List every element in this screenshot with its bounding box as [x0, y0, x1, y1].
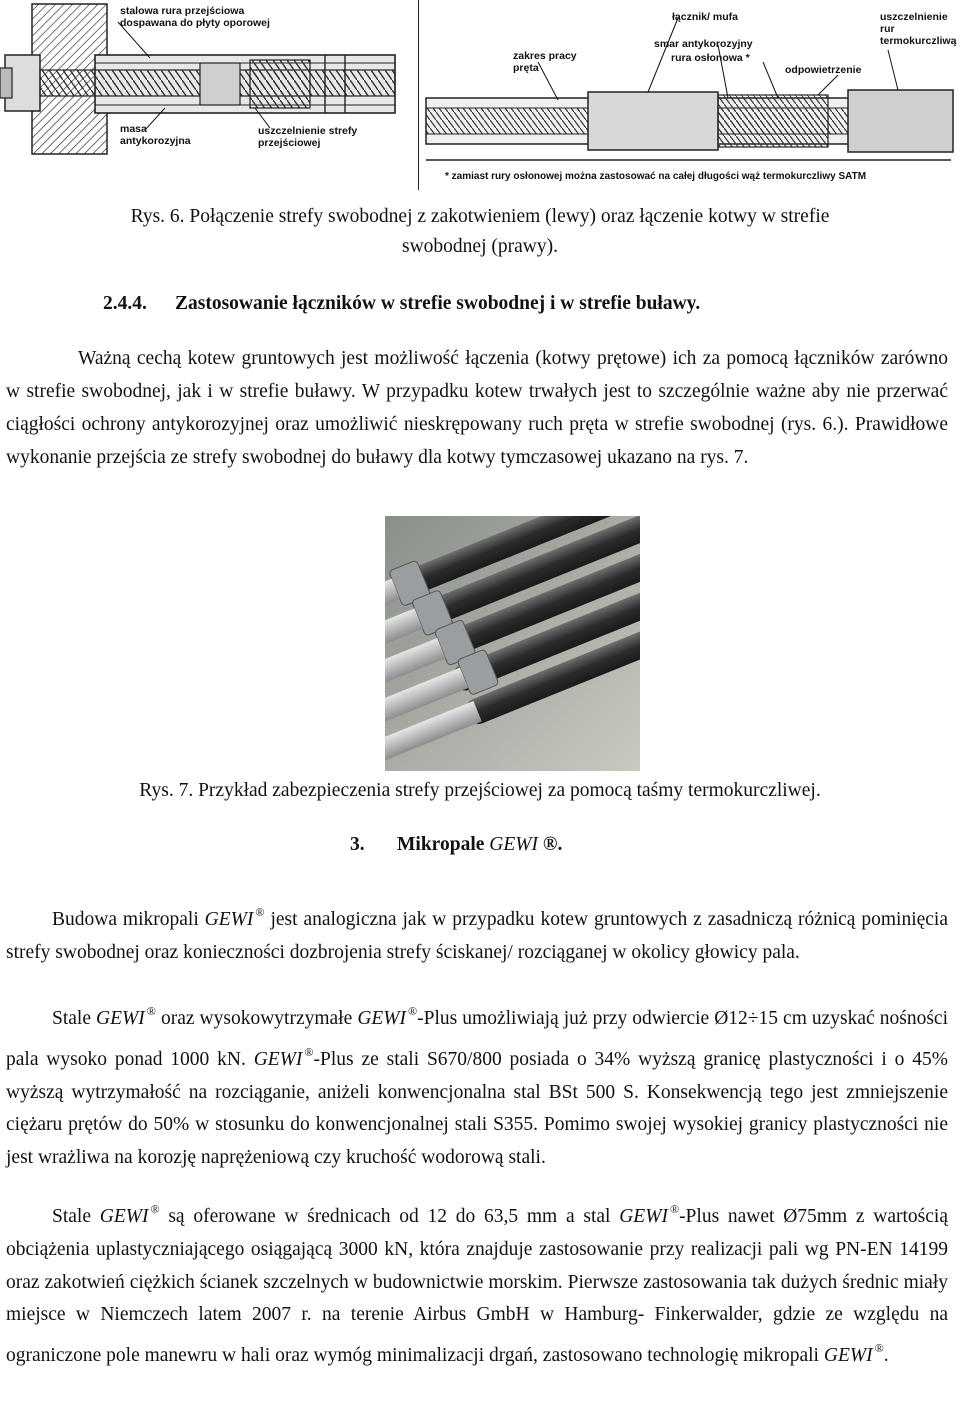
heatshrink-strands-photo: [385, 516, 640, 771]
section-244-paragraph: Ważną cechą kotew gruntowych jest możliwość łączenia (kotwy prętowe) ich za pomocą łączników zarówno w strefie swobodnej, jak i w strefie buławy. W przypadku kotew trwałych jest to szczególnie ważne aby nie przerwać ciągłości ochrony antykorozyjnej oraz umożliwić nieskrępowany ruch pręta w strefie swobodnej (rys. 6.). Prawidłowe wykonanie przejścia ze strefy swobodnej do buławy dla kotwy tymczasowej ukazano na rys. 7.: [6, 348, 948, 468]
label-heatshrink-seal: uszczelnienie rur termokurczliwą: [880, 11, 957, 47]
section-3-title-line: [397, 834, 562, 856]
body-paragraph-1: [6, 896, 948, 970]
p3-part-d: .: [883, 1345, 889, 1367]
p2-part-b: oraz wysokowytrzymałe: [155, 1008, 358, 1029]
label-venting: odpowietrzenie: [785, 64, 862, 76]
p2-brand-3: GEWI: [253, 1048, 303, 1070]
p3-part-b: są oferowane w średnicach od 12 do 63,5 mm a stal: [159, 1206, 620, 1227]
figure6-footnote: * zamiast rury osłonowej można zastosować na całej długości wąż termokurczliwy SATM: [445, 171, 867, 182]
section-3-brand: GEWI: [489, 834, 538, 855]
p3-reg-1: ®: [150, 1202, 160, 1216]
p3-part-c: -Plus nawet Ø75mm z wartością obciążenia uplastyczniającego osiągającą 3000 kN, która znajduje zastosowanie przy realizacji pali wg PN-EN 14199 oraz zakotwień ciężkich ścianek szczelnych w budownictwie morskim. Pierwsze zastosowania tak dużych średnic miały miejsce w Niemczech latem 2007 r. na terenie Airbus GmbH w Hamburg- Finkerwalder, gdzie ze względu na ograniczone pole manewru w hali oraz wymóg minimalizacji drgań, zastosowano technologię mikropali: [6, 1206, 948, 1367]
figure7-caption: Rys. 7. Przykład zabezpieczenia strefy przejściowej za pomocą taśmy termokurczliwej.: [139, 780, 821, 801]
p2-part-c: -Plus umożliwiają już przy odwiercie Ø12÷15 cm uzyskać nośności pala wysoko ponad 1000 kN.: [6, 1008, 948, 1070]
section-244-number: 2.4.4.: [103, 293, 147, 314]
body-paragraph-3: [6, 1193, 948, 1373]
label-anticorrosion-mass: masa antykorozyjna: [120, 123, 191, 147]
p1-brand: GEWI: [204, 909, 254, 930]
section-3-title: Mikropale: [397, 834, 485, 855]
p2-reg-2: ®: [408, 1004, 418, 1018]
p3-brand-2: GEWI: [619, 1206, 668, 1227]
p1-reg: ®: [255, 905, 265, 919]
label-transition-seal: uszczelnienie strefy przejściowej: [258, 125, 358, 149]
figure6-caption-line2: swobodnej (prawy).: [402, 236, 558, 257]
label-cover-sleeve: rura osłonowa *: [671, 52, 750, 64]
section-3-dot: .: [557, 834, 563, 855]
p3-part-a: Stale: [52, 1206, 100, 1227]
label-anticorrosion-grease: smar antykorozyjny: [654, 38, 753, 50]
p3-reg-2: ®: [669, 1202, 680, 1216]
section-3-reg: ®: [542, 834, 558, 855]
section-244-title: Zastosowanie łączników w strefie swobodnej i w strefie buławy.: [175, 293, 701, 314]
p2-reg-3: ®: [304, 1044, 314, 1059]
label-coupler: łącznik/ mufa: [672, 11, 738, 23]
p3-brand-3: GEWI: [823, 1345, 873, 1367]
p2-part-d: -Plus ze stali S670/800 posiada o 34% wyższą granicę plastyczności i o 45% wyższą wytrzymałość na rozciąganie, aniżeli konwencjonalna stal BSt 500 S. Konsekwencją tego jest zmniejszenie ciężaru prętów do 50% w stosunku do konwencjonalnej stali S355. Pomimo swojej wysokiej granicy plastyczności nie jest wrażliwa na korozję naprężeniową czy kruchość wodorową stali.: [6, 1048, 948, 1169]
label-working-range: zakres pracy pręta: [513, 50, 577, 74]
figure7-photo: [385, 516, 640, 771]
p2-part-a: Stale: [52, 1008, 97, 1029]
figure6-caption-line1: Rys. 6. Połączenie strefy swobodnej z zakotwieniem (lewy) oraz łączenie kotwy w strefie: [130, 206, 830, 227]
p3-reg-3: ®: [874, 1341, 884, 1356]
p3-brand-1: GEWI: [99, 1206, 149, 1227]
p1-part-a: Budowa mikropali: [52, 909, 205, 930]
label-transition-tube: stalowa rura przejściowa dospawana do płyty oporowej: [120, 5, 270, 29]
p2-brand-1: GEWI: [96, 1008, 145, 1029]
section-3-number: 3.: [350, 834, 365, 855]
p1-part-b: jest analogiczna jak w przypadku kotew gruntowych z zasadniczą różnicą pominięcia strefy swobodnej oraz konieczności dozbrojenia strefy ściskanej/ rozciąganej w okolicy głowicy pala.: [6, 909, 948, 963]
p2-reg-1: ®: [146, 1004, 156, 1018]
p2-brand-2: GEWI: [357, 1008, 407, 1029]
coupler-joint-drawing: [418, 0, 960, 190]
body-paragraph-2: [6, 995, 948, 1175]
figure6-right-drawing: [418, 0, 960, 190]
